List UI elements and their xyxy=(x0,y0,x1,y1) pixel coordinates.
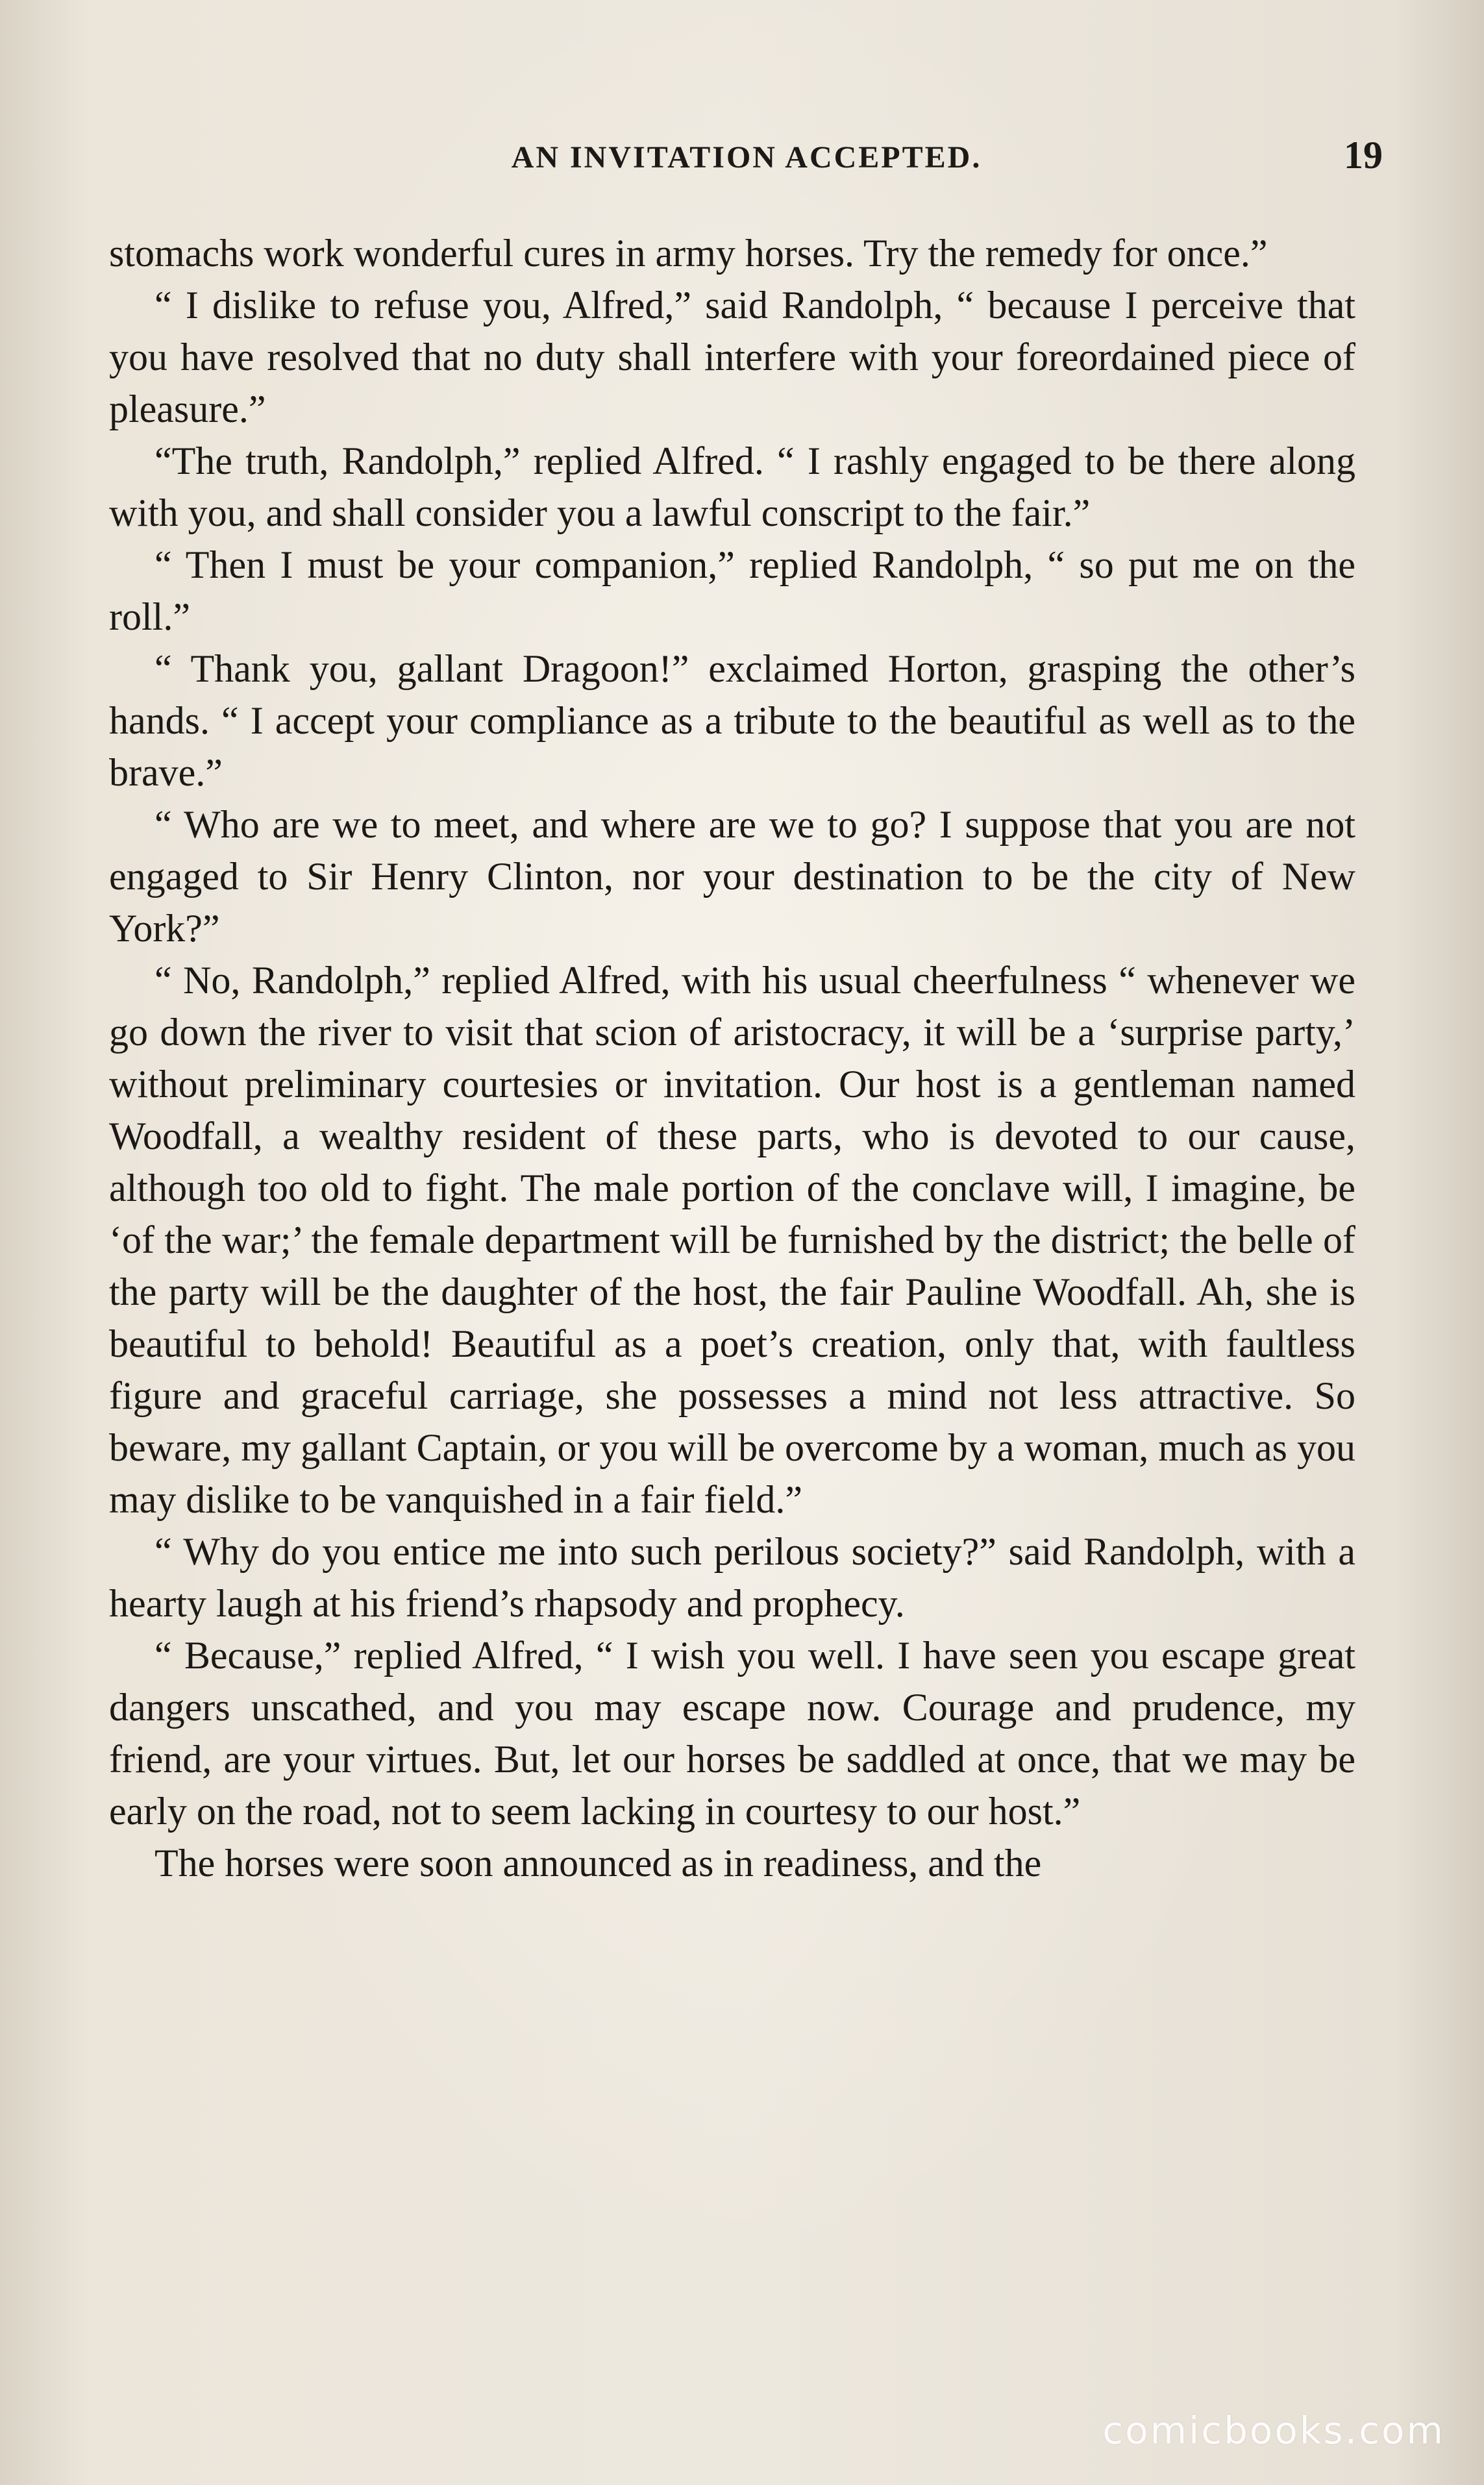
paragraph: The horses were soon announced as in readiness, and the xyxy=(155,1842,1042,1885)
paragraph: “ Who are we to meet, and where are we to go? I suppose that you are not engaged to Sir Henry Clinton, nor your destination to be the city of New York?” xyxy=(109,803,1355,950)
paragraph: “ I dislike to refuse you, Alfred,” said Randolph, “ because I perceive that you have resolved that no duty shall interfere with your foreordained piece of pleasure.” xyxy=(109,284,1355,430)
running-title: AN INVITATION ACCEPTED. xyxy=(511,140,982,175)
paragraph: “ Why do you entice me into such perilous society?” said Randolph, with a hearty laugh at his friend’s rhapsody and prophecy. xyxy=(109,1530,1355,1625)
body-text xyxy=(109,227,1355,1889)
site-watermark: comicbooks.com xyxy=(1102,2408,1445,2453)
page-number: 19 xyxy=(1344,134,1383,177)
paragraph: “ Because,” replied Alfred, “ I wish you well. I have seen you escape great dangers unscathed, and you may escape now. Courage and prudence, my friend, are your virtues. But, let our horses be saddled at once, that we may be early on the road, not to seem lacking in courtesy to our host.” xyxy=(109,1634,1355,1833)
paragraph: stomachs work wonderful cures in army horses. Try the remedy for once.” xyxy=(109,232,1268,275)
paragraph: “ Thank you, gallant Dragoon!” exclaimed Horton, grasping the other’s hands. “ I accept your compliance as a tribute to the beautiful as well as to the brave.” xyxy=(109,647,1355,794)
paragraph: “ No, Randolph,” replied Alfred, with his usual cheerfulness “ whenever we go down the river to visit that scion of aristocracy, it will be a ‘surprise party,’ without preliminary courtesies or invitation. Our host is a gentleman named Woodfall, a wealthy resident of these parts, who is devoted to our cause, although too old to fight. The male portion of the conclave will, I imagine, be ‘of the war;’ the female department will be furnished by the district; the belle of the party will be the daughter of the host, the fair Pauline Woodfall. Ah, she is beautiful to behold! Beautiful as a poet’s creation, only that, with faultless figure and graceful carriage, she possesses a mind not less attractive. So beware, my gallant Captain, or you will be overcome by a woman, much as you may dislike to be vanquished in a fair field.” xyxy=(109,959,1355,1521)
page-header xyxy=(110,133,1383,185)
paragraph: “The truth, Randolph,” replied Alfred. “ I rashly engaged to be there along with you, and shall consider you a lawful conscript to the fair.” xyxy=(109,439,1355,534)
paragraph: “ Then I must be your companion,” replied Randolph, “ so put me on the roll.” xyxy=(109,543,1355,638)
